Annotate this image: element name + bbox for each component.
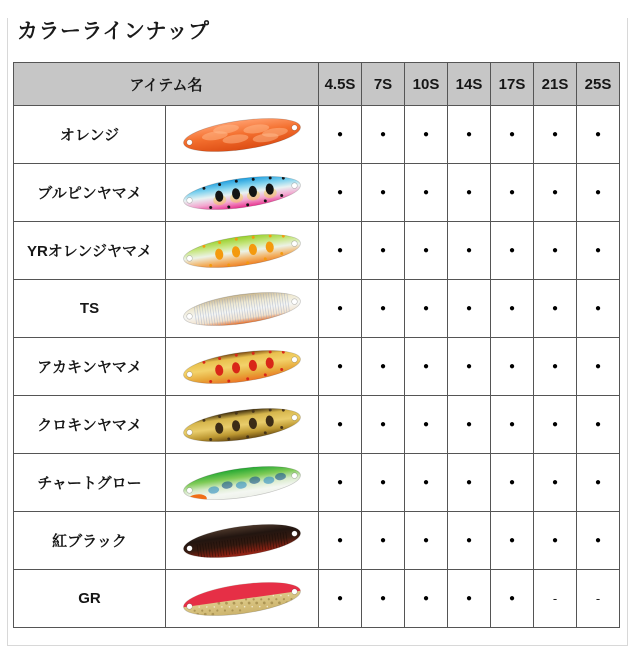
availability-dot-cell: ●: [319, 396, 362, 454]
availability-dot-cell: ●: [448, 222, 491, 280]
availability-dot-cell: ●: [448, 280, 491, 338]
availability-dot-cell: ●: [448, 570, 491, 628]
col-header-size-7S: 7S: [362, 63, 405, 106]
lure-image-cell: [166, 280, 319, 338]
availability-dot-cell: ●: [362, 164, 405, 222]
col-header-size-25S: 25S: [577, 63, 620, 106]
availability-dot-cell: ●: [534, 396, 577, 454]
availability-dot-cell: ●: [319, 338, 362, 396]
table-row: [14, 570, 620, 628]
table-row: [14, 454, 620, 512]
table-body: [14, 106, 620, 628]
availability-dot-cell: ●: [577, 106, 620, 164]
table-row: [14, 164, 620, 222]
lure-image-cell: [166, 338, 319, 396]
lure-image-cell: [166, 106, 319, 164]
lure-image: [175, 228, 309, 274]
color-name-cell: チャートグロー: [14, 454, 166, 512]
lure-image-cell: [166, 454, 319, 512]
lure-image: [175, 402, 309, 448]
col-header-size-10S: 10S: [405, 63, 448, 106]
availability-dot-cell: ●: [577, 512, 620, 570]
availability-dot-cell: ●: [405, 338, 448, 396]
col-header-size-17S: 17S: [491, 63, 534, 106]
lure-image-cell: [166, 570, 319, 628]
color-name-cell: クロキンヤマメ: [14, 396, 166, 454]
lure-image: [175, 344, 309, 390]
table-row: [14, 222, 620, 280]
availability-dot-cell: ●: [491, 396, 534, 454]
table-row: [14, 106, 620, 164]
availability-dot-cell: ●: [405, 106, 448, 164]
availability-dot-cell: ●: [319, 164, 362, 222]
availability-dot-cell: ●: [405, 396, 448, 454]
availability-dot-cell: ●: [448, 106, 491, 164]
availability-dot-cell: ●: [534, 454, 577, 512]
availability-dot-cell: ●: [319, 570, 362, 628]
availability-dot-cell: ●: [577, 280, 620, 338]
color-name-cell: ブルピンヤマメ: [14, 164, 166, 222]
color-name-cell: オレンジ: [14, 106, 166, 164]
availability-dot-cell: ●: [362, 338, 405, 396]
table-row: [14, 512, 620, 570]
availability-dot-cell: ●: [405, 570, 448, 628]
availability-dot-cell: ●: [448, 164, 491, 222]
col-header-size-21S: 21S: [534, 63, 577, 106]
color-name-cell: TS: [14, 280, 166, 338]
color-name-cell: GR: [14, 570, 166, 628]
availability-dot-cell: ●: [491, 338, 534, 396]
page-title: カラーラインナップ: [17, 20, 210, 43]
availability-dot-cell: ●: [491, 454, 534, 512]
availability-dot-cell: ●: [491, 106, 534, 164]
lure-image: [175, 518, 309, 564]
availability-dot-cell: ●: [491, 164, 534, 222]
availability-dot-cell: ●: [534, 512, 577, 570]
availability-dot-cell: ●: [448, 396, 491, 454]
availability-dot-cell: ●: [577, 454, 620, 512]
lure-image: [175, 286, 309, 332]
availability-dot-cell: ●: [319, 454, 362, 512]
availability-dot-cell: ●: [362, 454, 405, 512]
header-row: [14, 63, 620, 106]
availability-dot-cell: ●: [577, 164, 620, 222]
availability-dot-cell: ●: [534, 338, 577, 396]
lure-image: [175, 576, 309, 622]
availability-dot-cell: ●: [534, 106, 577, 164]
availability-dot-cell: ●: [491, 570, 534, 628]
color-name-cell: YRオレンジヤマメ: [14, 222, 166, 280]
lure-image: [175, 460, 309, 506]
availability-dot-cell: ●: [534, 280, 577, 338]
availability-dot-cell: ●: [405, 280, 448, 338]
availability-dot-cell: ●: [405, 512, 448, 570]
availability-dot-cell: ●: [448, 512, 491, 570]
lure-image-cell: [166, 512, 319, 570]
availability-dot-cell: ●: [448, 454, 491, 512]
availability-dot-cell: ●: [534, 222, 577, 280]
availability-dot-cell: ●: [362, 512, 405, 570]
availability-dot-cell: ●: [319, 280, 362, 338]
availability-dot-cell: ●: [362, 280, 405, 338]
availability-dot-cell: ●: [362, 222, 405, 280]
col-header-size-4.5S: 4.5S: [319, 63, 362, 106]
availability-dash-cell: -: [534, 570, 577, 628]
lure-image-cell: [166, 222, 319, 280]
table-row: [14, 338, 620, 396]
availability-dot-cell: ●: [319, 222, 362, 280]
color-lineup-table: [13, 62, 620, 628]
availability-dot-cell: ●: [362, 396, 405, 454]
availability-dot-cell: ●: [491, 280, 534, 338]
col-header-size-14S: 14S: [448, 63, 491, 106]
availability-dot-cell: ●: [405, 454, 448, 512]
col-header-item-name: アイテム名: [14, 63, 319, 106]
availability-dot-cell: ●: [362, 570, 405, 628]
availability-dot-cell: ●: [319, 512, 362, 570]
availability-dot-cell: ●: [362, 106, 405, 164]
color-name-cell: 紅ブラック: [14, 512, 166, 570]
lure-image: [175, 112, 309, 158]
availability-dot-cell: ●: [405, 164, 448, 222]
availability-dot-cell: ●: [319, 106, 362, 164]
lure-image-cell: [166, 396, 319, 454]
availability-dot-cell: ●: [534, 164, 577, 222]
lure-image: [175, 170, 309, 216]
lure-image-cell: [166, 164, 319, 222]
availability-dash-cell: -: [577, 570, 620, 628]
availability-dot-cell: ●: [577, 338, 620, 396]
availability-dot-cell: ●: [577, 222, 620, 280]
availability-dot-cell: ●: [448, 338, 491, 396]
availability-dot-cell: ●: [491, 512, 534, 570]
table-row: [14, 280, 620, 338]
table-row: [14, 396, 620, 454]
availability-dot-cell: ●: [491, 222, 534, 280]
availability-dot-cell: ●: [577, 396, 620, 454]
availability-dot-cell: ●: [405, 222, 448, 280]
color-name-cell: アカキンヤマメ: [14, 338, 166, 396]
